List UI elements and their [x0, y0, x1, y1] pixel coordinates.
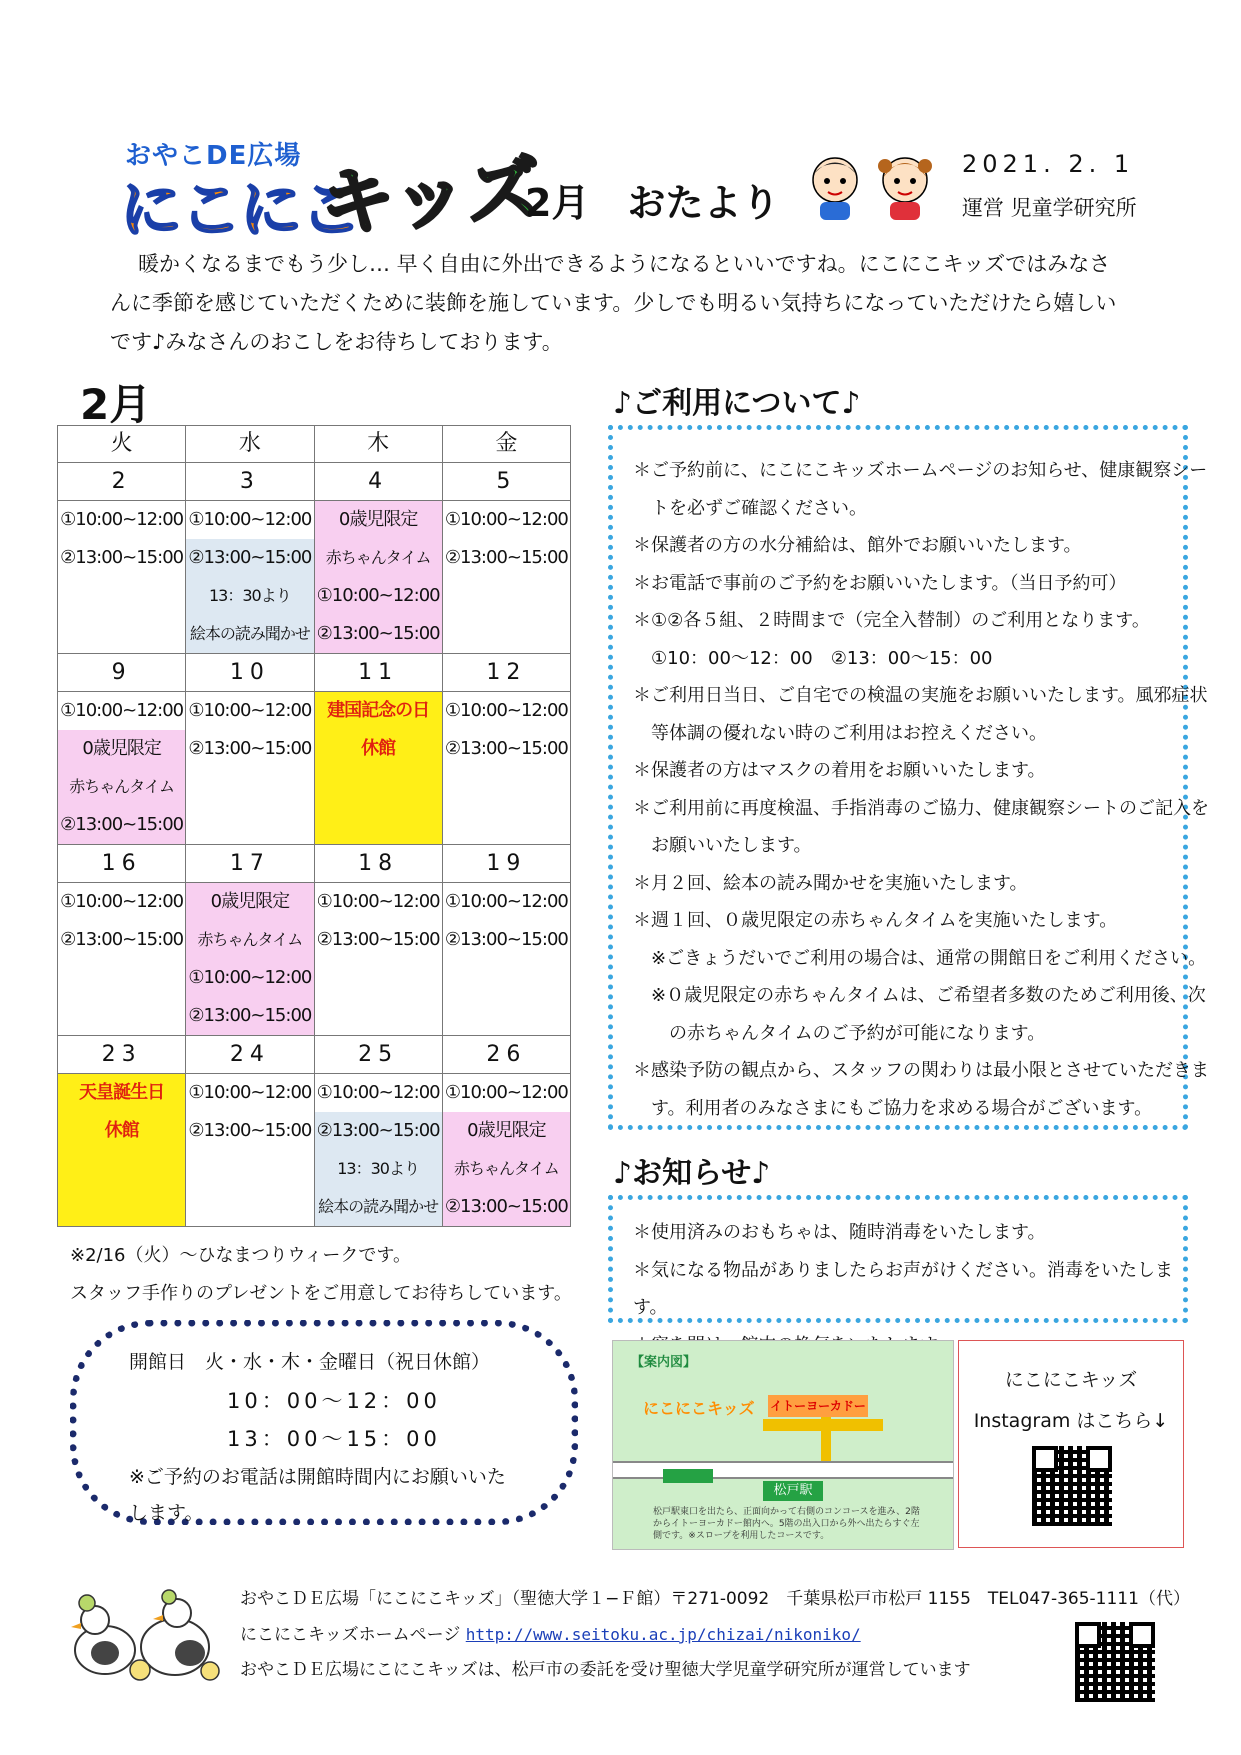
schedule-line: ①10:00~12:00: [444, 509, 568, 530]
instagram-box: [958, 1340, 1184, 1548]
schedule-line: ②13:00~15:00: [58, 806, 185, 844]
map-store-label: イトーヨーカドー: [768, 1395, 868, 1417]
date-cell: 4: [314, 463, 442, 501]
schedule-cell: [58, 692, 186, 845]
schedule-line: ①10:00~12:00: [188, 967, 312, 988]
schedule-line: ②13:00~15:00: [444, 547, 568, 568]
schedule-line: ②13:00~15:00: [188, 1120, 312, 1141]
usage-line: ＊月２回、絵本の読み聞かせを実施いたします。: [633, 872, 1028, 894]
schedule-line: 0歳児限定: [58, 730, 185, 768]
logo-kids-text: [317, 130, 544, 251]
usage-line: ＊ご予約前に、にこにこキッズホームページのお知らせ、健康観察シー: [633, 460, 1208, 481]
map-title: 【案内図】: [631, 1355, 697, 1370]
opening-hours-box: [70, 1320, 578, 1525]
instagram-line2: Instagram はこちら↓: [973, 1410, 1169, 1432]
schedule-line: ②13:00~15:00: [188, 1005, 312, 1026]
time-slot-2: 13：00～15：00: [227, 1427, 441, 1451]
schedule-line: 休館: [104, 1120, 139, 1141]
usage-line: ※ごきょうだいでご利用の場合は、通常の開館日をご利用ください。: [633, 947, 1207, 969]
calendar-note: [70, 1237, 572, 1313]
footer-operator: おやこＤＥ広場にこにこキッズは、松戸市の委託を受け聖徳大学児童学研究所が運営しています: [240, 1660, 971, 1680]
schedule-line: 赤ちゃんタイム: [197, 930, 303, 949]
date-cell: 2: [58, 463, 186, 501]
footer-address: おやこＤＥ広場「にこにこキッズ」（聖徳大学１−Ｆ館）〒271-0092 千葉県松戸市松戸 1155 TEL047-365-1111（代）: [240, 1589, 1190, 1609]
logo-main-text: にこにこ: [120, 173, 361, 246]
schedule-line: 13：30より: [315, 1150, 442, 1188]
schedule-line: ①10:00~12:00: [188, 1082, 312, 1103]
schedule-line: 休館: [361, 738, 396, 759]
opening-days: 開館日 火・水・木・金曜日（祝日休館）: [129, 1351, 491, 1373]
news-title: ♪お知らせ♪: [613, 1156, 771, 1191]
weekday-header: 金: [442, 426, 570, 463]
schedule-line: 建国記念の日: [327, 700, 430, 721]
usage-line: ＊ご利用前に再度検温、手指消毒のご協力、健康観察シートのご記入を: [633, 797, 1209, 819]
weekday-row: [58, 426, 571, 463]
schedule-line: ①10:00~12:00: [316, 585, 440, 606]
schedule-cell: [58, 1074, 186, 1227]
schedule-line: 赤ちゃんタイム: [325, 548, 431, 567]
content-row: [58, 501, 571, 654]
reservation-note: ※ご予約のお電話は開館時間内にお願いいたします。: [129, 1466, 506, 1524]
schedule-line: 0歳児限定: [338, 509, 418, 530]
date-cell: 18: [314, 845, 442, 883]
schedule-line: ②13:00~15:00: [315, 1112, 442, 1150]
date-cell: 11: [314, 654, 442, 692]
logo-kids-label: キッズ: [317, 146, 544, 248]
content-row: [58, 692, 571, 845]
schedule-line: ①10:00~12:00: [444, 1082, 568, 1103]
date-cell: 3: [186, 463, 314, 501]
footer-homepage: [240, 1617, 1190, 1653]
schedule-line: ①10:00~12:00: [444, 891, 568, 912]
schedule-line: ①10:00~12:00: [316, 891, 440, 912]
schedule-line: ②13:00~15:00: [188, 738, 312, 759]
schedule-cell: [442, 1074, 570, 1227]
schedule-line: ①10:00~12:00: [444, 700, 568, 721]
footer: [240, 1582, 1190, 1688]
date-cell: 24: [186, 1036, 314, 1074]
content-row: [58, 883, 571, 1036]
schedule-cell: [442, 883, 570, 1036]
date-row: [58, 1036, 571, 1074]
usage-line: ＊感染予防の観点から、スタッフの関わりは最小限とさせていただきま: [633, 1060, 1209, 1081]
schedule-cell: [186, 501, 314, 654]
schedule-cell: [442, 501, 570, 654]
schedule-cell: [58, 883, 186, 1036]
homepage-qr-code[interactable]: [1075, 1622, 1155, 1702]
intro-paragraph: [110, 245, 1170, 362]
date-cell: 5: [442, 463, 570, 501]
instagram-qr-code[interactable]: [1032, 1446, 1112, 1526]
intro-line: んに季節を感じていただくために装飾を施しています。少しでも明るい気持ちになっていただけたら嬉しい: [110, 291, 1117, 315]
map-line-marker: [663, 1469, 713, 1483]
usage-line: お願いいたします。: [633, 835, 812, 856]
usage-line: ＊①②各５組、２時間まで（完全入替制）のご利用となります。: [633, 610, 1150, 631]
schedule-line: 絵本の読み聞かせ: [186, 615, 313, 653]
organization: 運営 児童学研究所: [962, 196, 1137, 220]
note-line: ※2/16（火）～ひなまつりウィークです。: [70, 1245, 411, 1266]
schedule-line: ②13:00~15:00: [444, 929, 568, 950]
instagram-line1: にこにこキッズ: [1004, 1369, 1138, 1391]
usage-line: トを必ずご確認ください。: [633, 497, 867, 519]
schedule-cell: [58, 501, 186, 654]
schedule-line: 13：30より: [186, 577, 313, 615]
schedule-line: ②13:00~15:00: [186, 539, 313, 577]
ducks-illustration: [65, 1585, 225, 1685]
schedule-cell: [186, 692, 314, 845]
schedule-line: ②13:00~15:00: [443, 1188, 570, 1226]
map-station-label: 松戸駅: [763, 1481, 823, 1501]
access-map: [612, 1340, 954, 1550]
date-row: [58, 654, 571, 692]
page-title: 2月 おたより: [525, 181, 780, 225]
map-logo: にこにこキッズ: [643, 1399, 755, 1418]
schedule-cell: [186, 1074, 314, 1227]
schedule-line: 0歳児限定: [443, 1112, 570, 1150]
schedule-line: 天皇誕生日: [79, 1082, 165, 1103]
usage-line: ＊保護者の方はマスクの着用をお願いいたします。: [633, 760, 1046, 781]
news-item: ＊使用済みのおもちゃは、随時消毒をいたします。: [633, 1222, 1046, 1243]
note-line: スタッフ手作りのプレゼントをご用意してお待ちしています。: [70, 1283, 572, 1304]
schedule-cell: [186, 883, 314, 1036]
usage-line: ＊ご利用日当日、ご自宅での検温の実施をお願いいたします。風邪症状: [633, 685, 1208, 706]
usage-line: の赤ちゃんタイムのご予約が可能になります。: [633, 1022, 1046, 1044]
schedule-line: ①10:00~12:00: [60, 509, 184, 530]
schedule-line: ②13:00~15:00: [316, 623, 440, 644]
intro-line: です♪みなさんのおこしをお待ちしております。: [110, 330, 563, 354]
schedule-line: ①10:00~12:00: [188, 700, 312, 721]
schedule-line: ①10:00~12:00: [188, 509, 312, 530]
schedule-line: ②13:00~15:00: [316, 929, 440, 950]
time-slot-1: 10：00～12：00: [227, 1389, 441, 1413]
schedule-line: ①10:00~12:00: [60, 700, 184, 721]
weekday-header: 火: [58, 426, 186, 463]
usage-line: ①10：00～12：00 ②13：00～15：00: [633, 647, 993, 669]
date-row: [58, 845, 571, 883]
date-cell: 9: [58, 654, 186, 692]
schedule-line: 絵本の読み聞かせ: [315, 1188, 442, 1226]
usage-box: [608, 425, 1209, 1130]
usage-line: ＊お電話で事前のご予約をお願いいたします。（当日予約可）: [633, 572, 1127, 594]
schedule-line: ①10:00~12:00: [60, 891, 184, 912]
homepage-label: にこにこキッズホームページ: [240, 1625, 461, 1645]
schedule-line: 0歳児限定: [210, 891, 290, 912]
schedule-cell: [314, 692, 442, 845]
schedule-cell: [314, 1074, 442, 1227]
schedule-cell: [442, 692, 570, 845]
date-cell: 25: [314, 1036, 442, 1074]
usage-list: [633, 452, 1209, 1127]
schedule-cell: [314, 883, 442, 1036]
schedule-line: ①10:00~12:00: [316, 1082, 440, 1103]
map-road: [763, 1419, 883, 1431]
weekday-header: 木: [314, 426, 442, 463]
calendar-table: [57, 425, 571, 1227]
homepage-link[interactable]: http://www.seitoku.ac.jp/chizai/nikoniko/: [465, 1625, 861, 1644]
logo-subtitle: おやこDE広場: [125, 141, 302, 171]
date-row: [58, 463, 571, 501]
date-cell: 16: [58, 845, 186, 883]
date-cell: 26: [442, 1036, 570, 1074]
schedule-line: ②13:00~15:00: [444, 738, 568, 759]
date-cell: 19: [442, 845, 570, 883]
date-cell: 12: [442, 654, 570, 692]
news-box: [608, 1195, 1188, 1323]
weekday-header: 水: [186, 426, 314, 463]
schedule-line: 赤ちゃんタイム: [58, 768, 185, 806]
schedule-cell: [314, 501, 442, 654]
content-row: [58, 1074, 571, 1227]
issue-date: 2021. 2. 1: [962, 150, 1135, 178]
schedule-line: ②13:00~15:00: [60, 547, 184, 568]
intro-line: 暖かくなるまでもう少し… 早く自由に外出できるようになるといいですね。にこにこキッズではみなさ: [138, 252, 1111, 276]
date-cell: 10: [186, 654, 314, 692]
date-cell: 17: [186, 845, 314, 883]
usage-title: ♪ご利用について♪: [613, 386, 861, 421]
calendar-month: 2月: [80, 380, 152, 429]
schedule-line: 赤ちゃんタイム: [443, 1150, 570, 1188]
children-illustration: [790, 150, 950, 225]
usage-line: ＊週１回、０歳児限定の赤ちゃんタイムを実施いたします。: [633, 910, 1118, 931]
date-cell: 23: [58, 1036, 186, 1074]
usage-line: ＊保護者の方の水分補給は、館外でお願いいたします。: [633, 535, 1082, 556]
map-directions: 松戸駅東口を出たら、正面向かって右側のコンコースを進み、2階からイトーヨーカドー館内へ。5階の出入口から外へ出たらすぐ左側です。※スロープを利用したコースです。: [653, 1507, 920, 1541]
usage-line: す。利用者のみなさまにもご協力を求める場合がございます。: [633, 1097, 1153, 1119]
usage-line: ※０歳児限定の赤ちゃんタイムは、ご希望者多数のためご利用後、次: [633, 985, 1206, 1006]
usage-line: 等体調の優れない時のご利用はお控えください。: [633, 722, 1047, 744]
schedule-line: ②13:00~15:00: [60, 929, 184, 950]
news-item: ＊気になる物品がありましたらお声がけください。消毒をいたします。: [633, 1259, 1173, 1318]
